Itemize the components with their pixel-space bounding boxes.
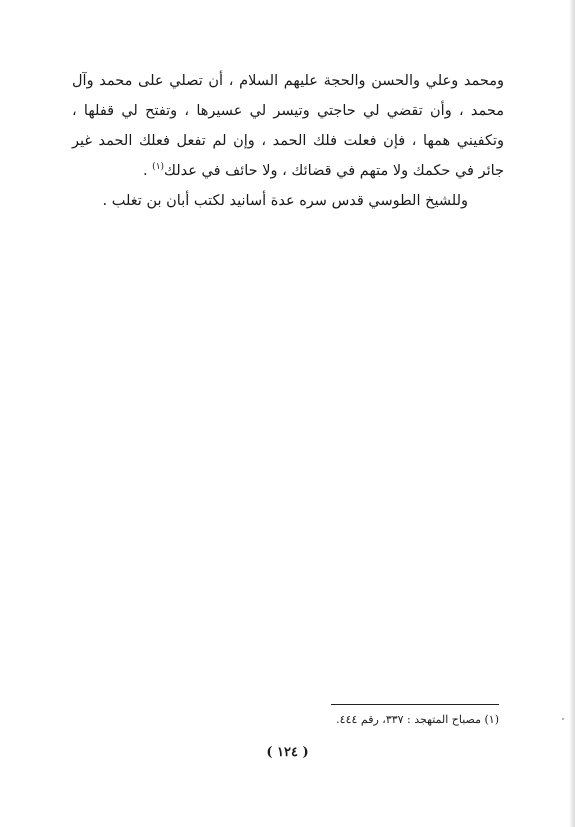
- page-number: ( ١٢٤ ): [266, 745, 309, 760]
- paragraph-1-end: .: [142, 163, 153, 179]
- footnote-separator: [331, 704, 499, 705]
- footnote-reference: (١): [152, 162, 165, 173]
- page-edge-shadow: [569, 0, 575, 827]
- footnote-1: (١) مصباح المتهجد : ٣٣٧، رقم ٤٤٤.: [336, 713, 499, 726]
- main-text: [72, 66, 504, 216]
- paragraph-1: [72, 66, 504, 186]
- paragraph-1-text: ومحمد وعلي والحسن والحجة عليهم السلام ، أن تصلي على محمد وآل محمد ، وأن تقضي لي حاجتي وتيسر لي عسيرها ، وتفتح لي قفلها ، وتكفيني همها ، فإن فعلت فلك الحمد ، وإن لم تفعل فعلك الحمد غير جائر في حكمك ولا متهم في قضائك ، ولا حائف في عدلك: [72, 73, 504, 179]
- paragraph-2: وللشيخ الطوسي قدس سره عدة أسانيد لكتب أبان بن تغلب .: [102, 193, 468, 209]
- scan-speck: [562, 718, 564, 720]
